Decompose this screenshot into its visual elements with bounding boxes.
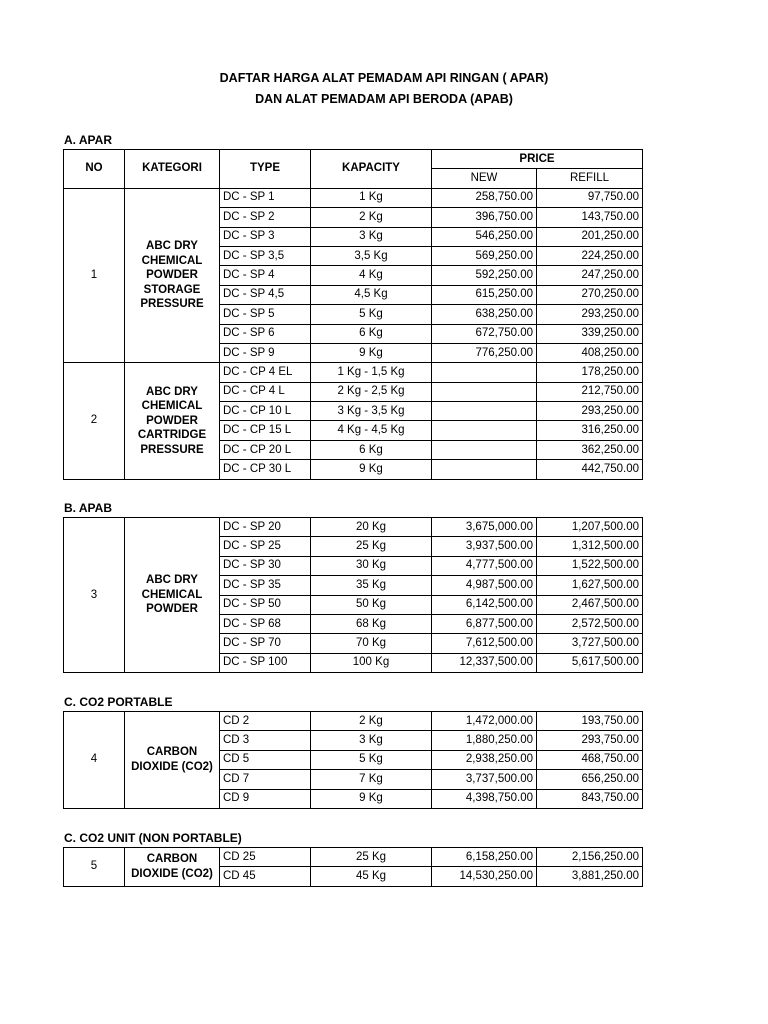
cell-new-price: 638,250.00 (432, 305, 537, 324)
cell-refill-price: 316,250.00 (537, 421, 643, 440)
cell-kapacity: 2 Kg (311, 208, 432, 227)
cell-refill-price: 843,750.00 (537, 789, 643, 808)
cell-new-price: 2,938,250.00 (432, 750, 537, 769)
cell-kapacity: 35 Kg (311, 576, 432, 595)
cell-kapacity: 1 Kg - 1,5 Kg (311, 363, 432, 382)
cell-refill-price: 178,250.00 (537, 363, 643, 382)
table-co2-portable (63, 711, 643, 809)
table-row (64, 712, 643, 731)
table-apar (63, 149, 643, 480)
cell-refill-price: 1,207,500.00 (537, 518, 643, 537)
cell-new-price: 3,937,500.00 (432, 537, 537, 556)
cell-no: 2 (64, 363, 125, 479)
cell-new-price: 4,987,500.00 (432, 576, 537, 595)
cell-refill-price: 3,727,500.00 (537, 634, 643, 653)
cell-kapacity: 2 Kg - 2,5 Kg (311, 382, 432, 401)
cell-refill-price: 224,250.00 (537, 246, 643, 265)
table-row (64, 188, 643, 207)
cell-new-price (432, 460, 537, 479)
cell-refill-price: 293,750.00 (537, 731, 643, 750)
header-kategori: KATEGORI (125, 150, 220, 189)
header-type: TYPE (220, 150, 311, 189)
cell-kapacity: 3 Kg (311, 227, 432, 246)
cell-kapacity: 45 Kg (311, 867, 432, 886)
cell-type: CD 25 (220, 848, 311, 867)
cell-type: DC - SP 4,5 (220, 285, 311, 304)
cell-no: 5 (64, 848, 125, 887)
cell-type: DC - SP 25 (220, 537, 311, 556)
cell-new-price (432, 363, 537, 382)
section-heading-apab: B. APAB (64, 501, 112, 515)
cell-new-price: 6,877,500.00 (432, 614, 537, 633)
cell-new-price (432, 382, 537, 401)
cell-refill-price: 442,750.00 (537, 460, 643, 479)
cell-new-price: 12,337,500.00 (432, 653, 537, 672)
cell-kapacity: 6 Kg (311, 440, 432, 459)
cell-kategori: CARBON DIOXIDE (CO2) (125, 712, 220, 809)
cell-no: 3 (64, 518, 125, 673)
cell-new-price (432, 440, 537, 459)
cell-refill-price: 212,750.00 (537, 382, 643, 401)
cell-refill-price: 143,750.00 (537, 208, 643, 227)
cell-new-price: 3,737,500.00 (432, 770, 537, 789)
cell-type: DC - CP 10 L (220, 402, 311, 421)
cell-new-price: 258,750.00 (432, 188, 537, 207)
cell-type: CD 3 (220, 731, 311, 750)
cell-kapacity: 5 Kg (311, 750, 432, 769)
cell-new-price (432, 421, 537, 440)
cell-new-price: 1,472,000.00 (432, 712, 537, 731)
cell-kapacity: 9 Kg (311, 460, 432, 479)
section-heading-apar: A. APAR (64, 133, 112, 147)
cell-kategori: CARBON DIOXIDE (CO2) (125, 848, 220, 887)
table-co2-unit (63, 847, 643, 887)
cell-type: DC - CP 4 EL (220, 363, 311, 382)
cell-type: DC - SP 5 (220, 305, 311, 324)
table-body (64, 848, 643, 887)
cell-type: CD 5 (220, 750, 311, 769)
cell-type: DC - SP 35 (220, 576, 311, 595)
cell-kategori: ABC DRY CHEMICAL POWDER STORAGE PRESSURE (125, 188, 220, 363)
table-body (64, 712, 643, 809)
cell-kapacity: 4 Kg (311, 266, 432, 285)
cell-new-price: 396,750.00 (432, 208, 537, 227)
cell-refill-price: 1,627,500.00 (537, 576, 643, 595)
cell-no: 1 (64, 188, 125, 363)
cell-new-price: 3,675,000.00 (432, 518, 537, 537)
cell-no: 4 (64, 712, 125, 809)
cell-type: DC - SP 6 (220, 324, 311, 343)
cell-refill-price: 201,250.00 (537, 227, 643, 246)
cell-type: DC - CP 4 L (220, 382, 311, 401)
cell-refill-price: 270,250.00 (537, 285, 643, 304)
cell-kapacity: 3 Kg (311, 731, 432, 750)
cell-refill-price: 293,250.00 (537, 305, 643, 324)
cell-new-price: 4,777,500.00 (432, 556, 537, 575)
cell-refill-price: 1,522,500.00 (537, 556, 643, 575)
header-new: NEW (432, 169, 537, 188)
table-row (64, 848, 643, 867)
cell-refill-price: 656,250.00 (537, 770, 643, 789)
cell-refill-price: 2,467,500.00 (537, 595, 643, 614)
cell-kapacity: 9 Kg (311, 789, 432, 808)
cell-new-price: 546,250.00 (432, 227, 537, 246)
cell-new-price: 1,880,250.00 (432, 731, 537, 750)
cell-type: CD 45 (220, 867, 311, 886)
cell-new-price: 592,250.00 (432, 266, 537, 285)
cell-type: DC - SP 100 (220, 653, 311, 672)
cell-type: DC - SP 70 (220, 634, 311, 653)
cell-new-price: 4,398,750.00 (432, 789, 537, 808)
cell-new-price (432, 402, 537, 421)
cell-kapacity: 50 Kg (311, 595, 432, 614)
cell-type: DC - CP 30 L (220, 460, 311, 479)
cell-kapacity: 30 Kg (311, 556, 432, 575)
cell-new-price: 6,158,250.00 (432, 848, 537, 867)
cell-kapacity: 3 Kg - 3,5 Kg (311, 402, 432, 421)
cell-new-price: 7,612,500.00 (432, 634, 537, 653)
cell-kapacity: 20 Kg (311, 518, 432, 537)
cell-refill-price: 2,572,500.00 (537, 614, 643, 633)
cell-new-price: 569,250.00 (432, 246, 537, 265)
cell-refill-price: 247,250.00 (537, 266, 643, 285)
table-row (64, 518, 643, 537)
cell-type: DC - SP 4 (220, 266, 311, 285)
cell-type: DC - SP 3,5 (220, 246, 311, 265)
cell-type: CD 9 (220, 789, 311, 808)
header-price: PRICE (432, 150, 643, 169)
cell-type: CD 2 (220, 712, 311, 731)
cell-new-price: 672,750.00 (432, 324, 537, 343)
cell-type: DC - SP 2 (220, 208, 311, 227)
header-refill: REFILL (537, 169, 643, 188)
cell-type: DC - SP 50 (220, 595, 311, 614)
cell-kapacity: 6 Kg (311, 324, 432, 343)
cell-kapacity: 1 Kg (311, 188, 432, 207)
cell-refill-price: 193,750.00 (537, 712, 643, 731)
table-body (64, 188, 643, 479)
header-kapacity: KAPACITY (311, 150, 432, 189)
cell-kapacity: 70 Kg (311, 634, 432, 653)
table-apab (63, 517, 643, 673)
cell-kapacity: 7 Kg (311, 770, 432, 789)
cell-type: DC - CP 15 L (220, 421, 311, 440)
table-row (64, 363, 643, 382)
cell-kapacity: 3,5 Kg (311, 246, 432, 265)
cell-new-price: 776,250.00 (432, 343, 537, 362)
cell-kapacity: 2 Kg (311, 712, 432, 731)
cell-kapacity: 5 Kg (311, 305, 432, 324)
cell-kapacity: 9 Kg (311, 343, 432, 362)
cell-type: DC - SP 20 (220, 518, 311, 537)
cell-type: DC - SP 68 (220, 614, 311, 633)
cell-kategori: ABC DRY CHEMICAL POWDER CARTRIDGE PRESSURE (125, 363, 220, 479)
cell-refill-price: 97,750.00 (537, 188, 643, 207)
cell-kapacity: 25 Kg (311, 537, 432, 556)
cell-type: DC - SP 3 (220, 227, 311, 246)
cell-kategori: ABC DRY CHEMICAL POWDER (125, 518, 220, 673)
cell-new-price: 6,142,500.00 (432, 595, 537, 614)
cell-kapacity: 25 Kg (311, 848, 432, 867)
cell-refill-price: 293,250.00 (537, 402, 643, 421)
cell-type: DC - SP 30 (220, 556, 311, 575)
cell-kapacity: 68 Kg (311, 614, 432, 633)
cell-refill-price: 362,250.00 (537, 440, 643, 459)
cell-kapacity: 4 Kg - 4,5 Kg (311, 421, 432, 440)
cell-kapacity: 4,5 Kg (311, 285, 432, 304)
cell-refill-price: 468,750.00 (537, 750, 643, 769)
title-line-1: DAFTAR HARGA ALAT PEMADAM API RINGAN ( APAR) (219, 71, 549, 85)
cell-new-price: 14,530,250.00 (432, 867, 537, 886)
cell-refill-price: 2,156,250.00 (537, 848, 643, 867)
cell-type: DC - SP 9 (220, 343, 311, 362)
cell-refill-price: 5,617,500.00 (537, 653, 643, 672)
cell-type: DC - SP 1 (220, 188, 311, 207)
cell-refill-price: 408,250.00 (537, 343, 643, 362)
cell-refill-price: 1,312,500.00 (537, 537, 643, 556)
title-line-2: DAN ALAT PEMADAM API BERODA (APAB) (255, 92, 513, 106)
cell-new-price: 615,250.00 (432, 285, 537, 304)
table-body (64, 518, 643, 673)
cell-refill-price: 3,881,250.00 (537, 867, 643, 886)
cell-refill-price: 339,250.00 (537, 324, 643, 343)
section-heading-co2-unit: C. CO2 UNIT (NON PORTABLE) (64, 831, 242, 845)
header-no: NO (64, 150, 125, 189)
cell-type: CD 7 (220, 770, 311, 789)
cell-kapacity: 100 Kg (311, 653, 432, 672)
cell-type: DC - CP 20 L (220, 440, 311, 459)
section-heading-co2-portable: C. CO2 PORTABLE (64, 695, 173, 709)
